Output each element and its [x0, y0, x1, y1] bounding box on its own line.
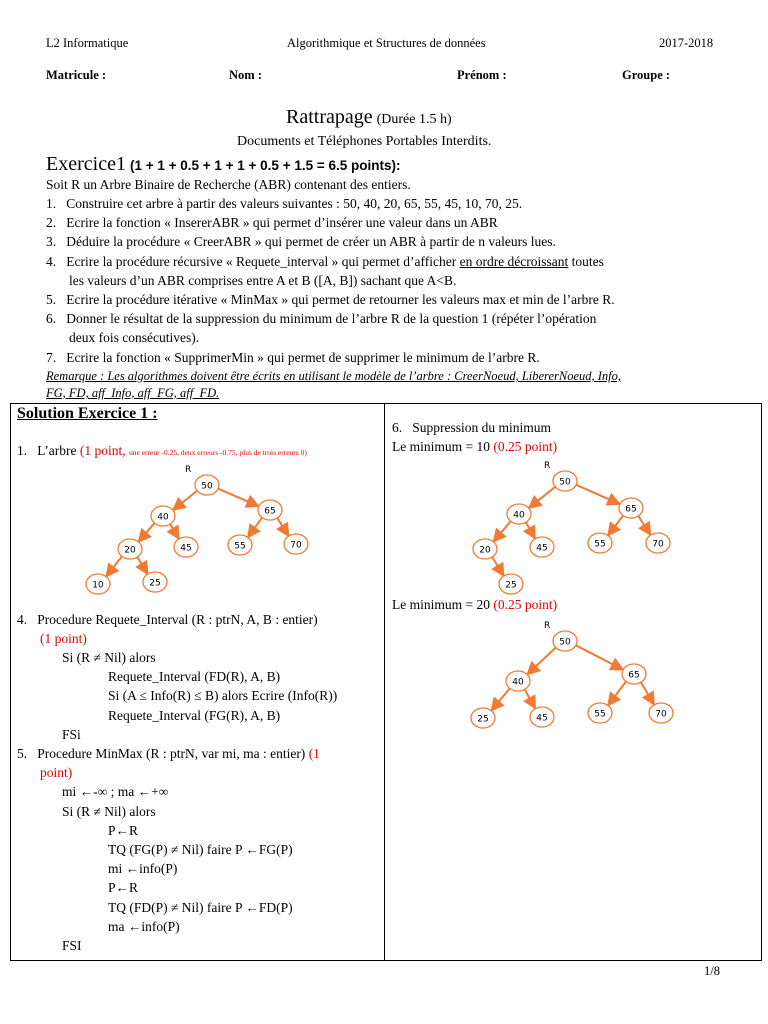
- solution-1: 1. L’arbre (1 point, une erreur -0.25, deux erreurs -0.75, plus de trois erreurs 0): [17, 443, 307, 458]
- solution-5-points: point): [40, 765, 73, 780]
- remark-line-2: FG, FD, aff_Info, aff_FG, aff_FD.: [46, 386, 220, 400]
- page-number: 1/8: [704, 964, 720, 978]
- tree-node-label: 55: [234, 541, 246, 552]
- solution-6: 6. Suppression du minimum: [392, 420, 552, 435]
- tree-after-first-removal-graph: [473, 461, 670, 594]
- tree-node-label: 25: [477, 714, 489, 725]
- tree-node-label: 45: [180, 543, 192, 554]
- exercise-points: (1 + 1 + 0.5 + 1 + 1 + 0.5 + 1.5 = 6.5 points):: [129, 158, 401, 173]
- tree-node-label: 10: [92, 580, 104, 591]
- solution-4-points: (1 point): [40, 631, 87, 646]
- tree-edge: [106, 556, 122, 576]
- tree-edge: [137, 557, 148, 574]
- tree-edge: [218, 489, 259, 507]
- tree-after-second-removal-graph: [471, 621, 673, 728]
- tree-node-label: 70: [290, 540, 302, 551]
- tree-node-label: 45: [536, 543, 548, 554]
- tree-edge: [248, 518, 262, 538]
- exercise-heading: [46, 153, 400, 176]
- tree-edge: [277, 518, 288, 536]
- title-duration: (Durée 1.5 h): [376, 112, 452, 127]
- tree-edge: [608, 515, 623, 535]
- code-line: Si (A ≤ Info(R) ≤ B) alors Ecrire (Info(R)): [108, 688, 338, 703]
- tree-edge: [525, 689, 536, 708]
- tree-edge: [173, 491, 197, 510]
- solution-5: 5. Procedure MinMax (R : ptrN, var mi, ma : entier) (1: [17, 746, 320, 761]
- code-line: Requete_Interval (FG(R), A, B): [108, 708, 281, 723]
- code-line: ma ←info(P): [108, 919, 180, 934]
- tree-node-label: 20: [479, 545, 491, 556]
- question-4-cont: les valeurs d’un ABR comprises entre A et B ([A, B]) sachant que A<B.: [69, 273, 457, 288]
- tree-edge: [576, 485, 620, 504]
- tree-edge: [526, 522, 535, 539]
- tree-node-label: 50: [559, 637, 571, 648]
- tree-edge: [638, 516, 650, 535]
- question-2: 2. Ecrire la fonction « InsererABR » qui permet d’insérer une valeur dans un ABR: [46, 215, 498, 230]
- code-line: mi ←info(P): [108, 861, 178, 876]
- tree-edge: [493, 521, 510, 542]
- minimum-10: Le minimum = 10 (0.25 point): [392, 439, 558, 454]
- code-line: P←R: [108, 823, 139, 838]
- page-title: [286, 106, 452, 129]
- question-6-cont: deux fois consécutives).: [69, 330, 200, 345]
- code-line: P←R: [108, 880, 139, 895]
- question-7: 7. Ecrire la fonction « SupprimerMin » qui permet de supprimer le minimum de l’arbre R.: [46, 350, 540, 365]
- tree-initial: [60, 460, 380, 600]
- title-subtitle: Documents et Téléphones Portables Interdits.: [237, 134, 492, 149]
- tree-node-label: 55: [594, 709, 606, 720]
- tree-node-label: 40: [157, 512, 169, 523]
- tree-initial-graph: [86, 465, 308, 594]
- code-line: Requete_Interval (FD(R), A, B): [108, 669, 281, 684]
- matricule-label: Matricule :: [46, 68, 107, 82]
- nom-label: Nom :: [229, 68, 262, 82]
- exercise-intro: Soit R un Arbre Binaire de Recherche (ABR) contenant des entiers.: [46, 177, 411, 192]
- tree-node-label: 65: [264, 506, 276, 517]
- code-line: mi ←-∞ ; ma ←+∞: [62, 784, 169, 799]
- prenom-label: Prénom :: [457, 68, 507, 82]
- course-name: Algorithmique et Structures de données: [287, 36, 486, 50]
- tree-node-label: 70: [652, 539, 664, 550]
- tree-node-label: 25: [505, 580, 517, 591]
- code-line: Si (R ≠ Nil) alors: [62, 804, 156, 819]
- tree-after-first-removal: [460, 456, 700, 596]
- tree-node-label: 45: [536, 713, 548, 724]
- exercise-title: Exercice1: [46, 153, 126, 175]
- tree-node-label: 25: [149, 578, 161, 589]
- tree-edge: [170, 524, 179, 539]
- tree-node-label: 50: [201, 481, 213, 492]
- minimum-20: Le minimum = 20 (0.25 point): [392, 597, 558, 612]
- tree-after-second-removal: [460, 616, 700, 736]
- tree-node-label: 65: [625, 504, 637, 515]
- tree-edge: [608, 682, 626, 706]
- remark-line-1: Remarque : Les algorithmes doivent être écrits en utilisant le modèle de l’arbre : CreerNoeud, LibererNoeud, Info,: [46, 369, 622, 383]
- question-6: 6. Donner le résultat de la suppression du minimum de l’arbre R de la question 1 (répéter l’opération: [46, 311, 597, 326]
- tree-root-label: R: [185, 465, 192, 475]
- code-line: TQ (FD(P) ≠ Nil) faire P ←FD(P): [108, 900, 293, 915]
- tree-node-label: 20: [124, 545, 136, 556]
- tree-edge: [492, 557, 504, 576]
- question-3: 3. Déduire la procédure « CreerABR » qui permet de créer un ABR à partir de n valeurs lues.: [46, 234, 556, 249]
- solution-divider: [384, 403, 385, 961]
- groupe-label: Groupe :: [622, 68, 671, 82]
- tree-node-label: 40: [513, 510, 525, 521]
- code-line: FSI: [62, 938, 82, 953]
- question-5: 5. Ecrire la procédure itérative « MinMax » qui permet de retourner les valeurs max et min de l’arbre R.: [46, 292, 615, 307]
- solution-title: Solution Exercice 1 :: [17, 405, 158, 422]
- tree-node-label: 70: [655, 709, 667, 720]
- code-line: Si (R ≠ Nil) alors: [62, 650, 156, 665]
- question-1: 1. Construire cet arbre à partir des valeurs suivantes : 50, 40, 20, 65, 55, 45, 10, 70, 25.: [46, 196, 523, 211]
- tree-node-label: 50: [559, 477, 571, 488]
- tree-node-label: 40: [512, 677, 524, 688]
- tree-node-label: 65: [628, 670, 640, 681]
- question-4: 4. Ecrire la procédure récursive « Requete_interval » qui permet d’afficher en ordre décroissant toutes: [46, 254, 604, 269]
- code-line: TQ (FG(P) ≠ Nil) faire P ←FG(P): [108, 842, 293, 857]
- code-line: FSi: [62, 727, 81, 742]
- tree-root-label: R: [544, 461, 551, 471]
- tree-edge: [576, 645, 623, 669]
- title-main: Rattrapage: [286, 106, 373, 128]
- tree-node-label: 55: [594, 539, 606, 550]
- tree-edge: [491, 688, 510, 710]
- course-level: L2 Informatique: [46, 36, 129, 50]
- tree-root-label: R: [544, 621, 551, 631]
- tree-edge: [641, 682, 654, 705]
- tree-edge: [527, 647, 556, 674]
- tree-edge: [138, 523, 154, 542]
- solution-4: 4. Procedure Requete_Interval (R : ptrN, A, B : entier): [17, 612, 318, 627]
- tree-edge: [529, 487, 555, 508]
- academic-year: 2017-2018: [659, 36, 714, 50]
